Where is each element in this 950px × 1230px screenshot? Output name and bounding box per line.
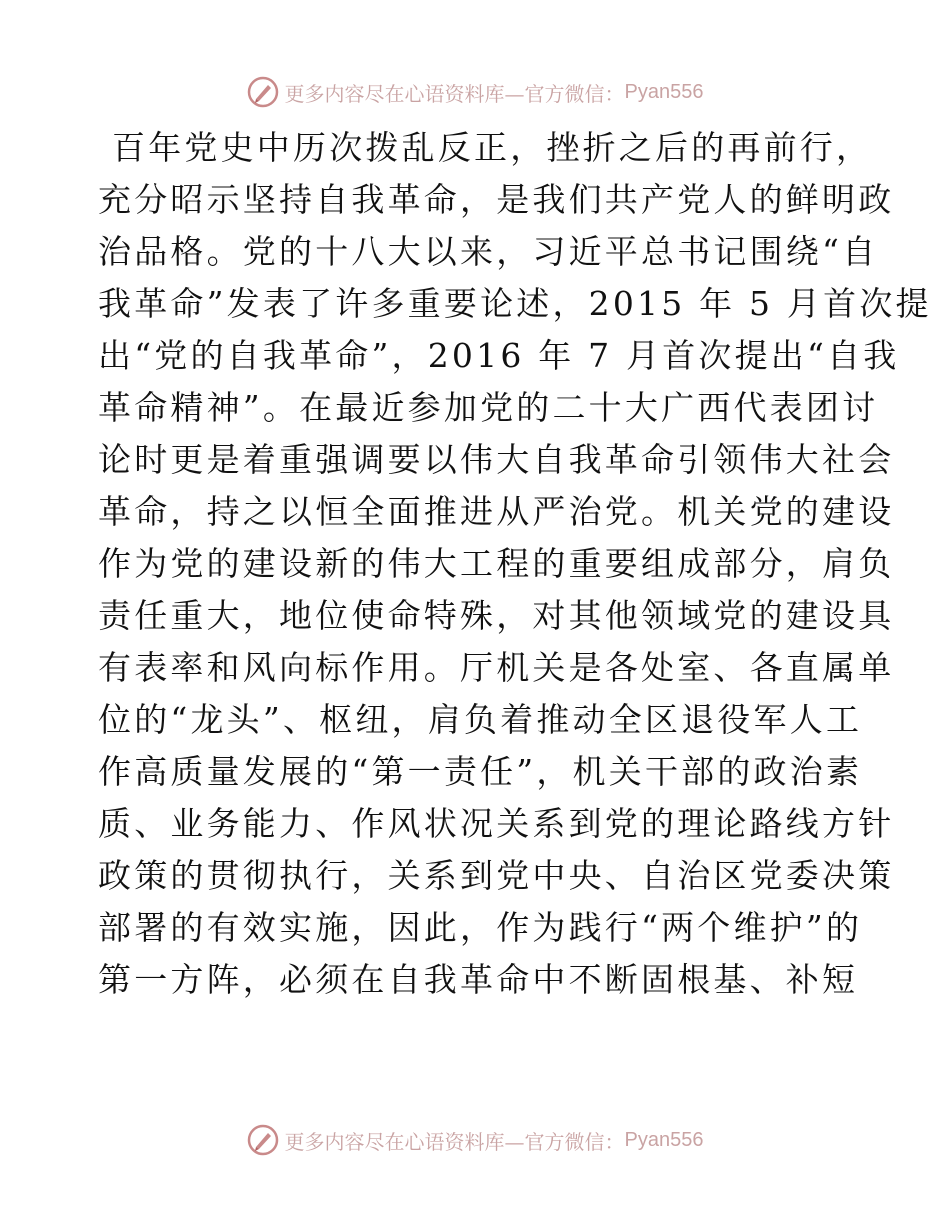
- text-line: 充分昭示坚持自我革命，是我们共产党人的鲜明政: [98, 180, 895, 219]
- watermark-text: 更多内容尽在心语资料库—官方微信：: [284, 1129, 625, 1154]
- text-line: 我革命”发表了许多重要论述，2015 年 5 月首次提: [98, 284, 932, 323]
- text-line: 作为党的建设新的伟大工程的重要组成部分，肩负: [98, 544, 895, 583]
- pen-logo-icon: [247, 1124, 279, 1156]
- text-line: 第一方阵，必须在自我革命中不断固根基、补短: [98, 960, 859, 999]
- header-watermark: [0, 72, 950, 112]
- text-line: 作高质量发展的“第一责任”，机关干部的政治素: [98, 752, 863, 791]
- footer-watermark: [0, 1120, 950, 1160]
- watermark-wechat-id: Pyan556: [624, 1128, 704, 1151]
- text-line: 出“党的自我革命”，2016 年 7 月首次提出“自我: [98, 336, 900, 375]
- document-body: [98, 122, 932, 1006]
- text-line: 位的“龙头”、枢纽，肩负着推动全区退役军人工: [98, 700, 863, 739]
- text-line: 质、业务能力、作风状况关系到党的理论路线方针: [98, 804, 895, 843]
- text-line: 治品格。党的十八大以来，习近平总书记围绕“自: [98, 232, 879, 271]
- watermark-wechat-id: Pyan556: [624, 80, 704, 103]
- text-line: 有表率和风向标作用。厅机关是各处室、各直属单: [98, 648, 895, 687]
- text-line: 责任重大，地位使命特殊，对其他领域党的建设具: [98, 596, 895, 635]
- pen-logo-icon: [247, 76, 279, 108]
- text-line: 革命，持之以恒全面推进从严治党。机关党的建设: [98, 492, 895, 531]
- text-line: 政策的贯彻执行，关系到党中央、自治区党委决策: [98, 856, 895, 895]
- text-line: 部署的有效实施，因此，作为践行“两个维护”的: [98, 908, 863, 947]
- text-line: 论时更是着重强调要以伟大自我革命引领伟大社会: [98, 440, 895, 479]
- text-line: 百年党史中历次拨乱反正，挫折之后的再前行，: [112, 128, 873, 167]
- watermark-text: 更多内容尽在心语资料库—官方微信：: [284, 81, 625, 106]
- text-line: 革命精神”。在最近参加党的二十大广西代表团讨: [98, 388, 879, 427]
